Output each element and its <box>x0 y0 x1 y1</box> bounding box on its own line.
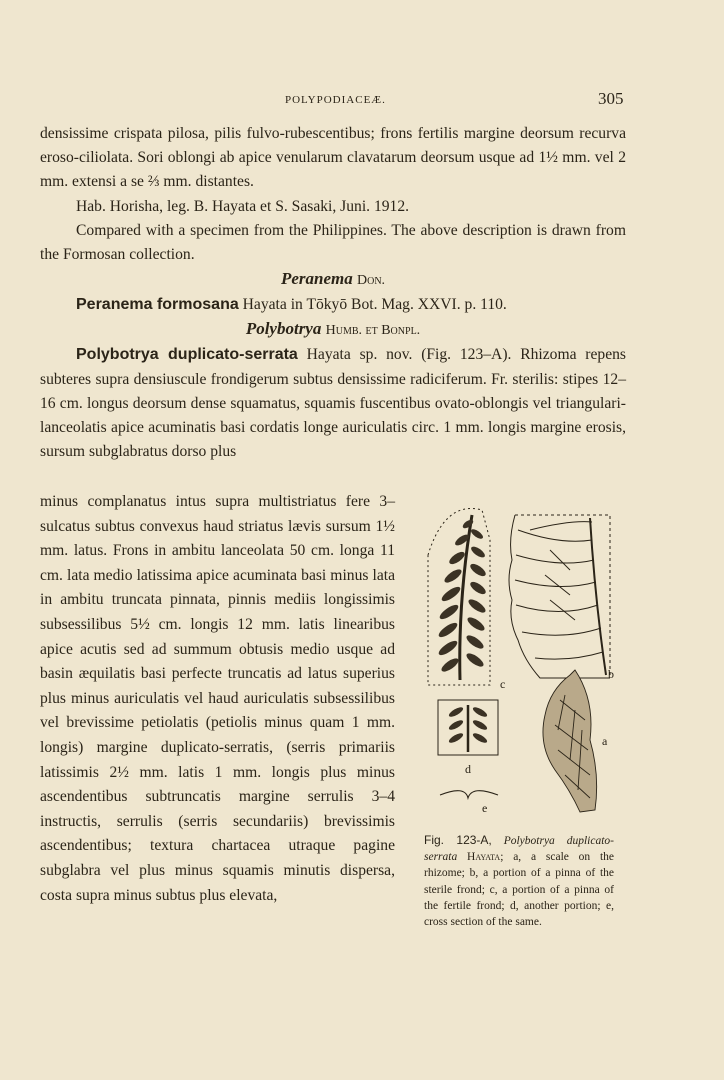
running-head <box>0 89 724 110</box>
figure-label-b: b <box>608 667 614 681</box>
genus-author: Don. <box>356 273 386 289</box>
genus-name: Polybotrya <box>245 319 322 339</box>
figure-part-e <box>440 791 498 798</box>
description-continuation: densissime crispata pilosa, pilis fulvo-rubescentibus; frons fertilis margine deorsum recurva eroso-ciliolata. Sori oblongi ab apice venularum clavatarum deorsum usque ad 1½ mm. vel 2 mm. extensi a se ⅔ mm. distantes. <box>40 125 626 191</box>
species-name: Peranema formosana <box>76 296 239 314</box>
main-text <box>40 122 626 464</box>
species-citation: Hayata in Tōkyō Bot. Mag. XXVI. p. 110. <box>242 296 507 314</box>
caption-taxon: Polybotrya duplicato-serrata <box>424 835 615 864</box>
figure-label-e: e <box>482 801 488 815</box>
figure-label-c: c <box>500 677 506 691</box>
figure-label-d: d <box>465 762 471 776</box>
species-entry-peranema <box>40 293 626 317</box>
page-number: 305 <box>598 89 624 108</box>
species-description: Rhizoma repens subteres supra densiuscule frondigerum subtus densissime radiciferum. Fr. sterilis: stipes 12–16 cm. longus deorsum dense squamatus, squamis fuscentibus ovato-oblongis vel triangulari-lanceolatis apice acuminatis basi cordatis longe auriculatis circ. 1 mm. longis margine erosis, sursum subglabratus dorso plus <box>40 346 627 461</box>
genus-heading-peranema <box>40 267 626 293</box>
figure-part-a <box>543 670 597 812</box>
figure-part-b <box>509 515 610 678</box>
caption-author: Hayata <box>467 851 501 864</box>
habitat-line: Hab. Horisha, leg. B. Hayata et S. Sasaki, Juni. 1912. <box>76 197 410 215</box>
species-entry-polybotrya <box>40 343 626 464</box>
running-title: POLYPODIACEÆ. <box>285 94 386 106</box>
genus-author: Humb. et Bonpl. <box>325 323 421 339</box>
fern-illustration <box>420 500 624 835</box>
figure-label-a: a <box>602 734 608 748</box>
figure-caption <box>424 832 614 930</box>
column-paragraph: minus complanatus intus supra multistriatus fere 3–sulcatus subtus convexus haud striatus lævis sursum 1½ mm. latus. Frons in ambitu lanceolata 50 cm. longa 11 cm. lata medio latissima apice acuminata basi minus lata in ambitu truncata pinnata, pinnis mediis longissimis subsessilibus 5½ cm. longis 12 mm. latis linearibus apice acutis sed ad summum obtusis medio usque ad basin æquilatis basi perfecte truncatis ad latus superius plus minus auriculatis vel haud auriculatis subsessilibus vel brevissime petiolatis (petiolis minus quam 1 mm. longis) margine duplicato-serratis, (serris primariis latissimis 2½ mm. latis 1 mm. longis plus minus ascendentibus subtruncatis margine serrulis 3–4 instructis, serrulis (serris secundariis) brevissimis ascendentibus; textura chartacea utraque pagine subglabra vel plus minus squamis minutis dispersa, costa supra minus subtus plus elevata, <box>40 493 395 904</box>
species-author: Hayata sp. nov. (Fig. 123–A). <box>306 346 512 364</box>
genus-heading-polybotrya <box>40 317 626 343</box>
figure-part-d <box>438 700 498 755</box>
caption-fig-number: Fig. 123-A, <box>424 833 492 847</box>
species-name: Polybotrya duplicato-serrata <box>76 346 298 364</box>
genus-name: Peranema <box>280 269 353 289</box>
figure-123a <box>420 500 624 835</box>
figure-part-c <box>428 508 490 685</box>
caption-text: ; a, a scale on the rhizome; b, a portion of a pinna of the sterile frond; c, a portion of a pinna of the fertile frond; d, another portion; e, cross section of the same. <box>424 851 615 929</box>
comparison-note: Compared with a specimen from the Philippines. The above description is drawn from the Formosan collection. <box>40 221 626 264</box>
column-text <box>40 490 395 908</box>
